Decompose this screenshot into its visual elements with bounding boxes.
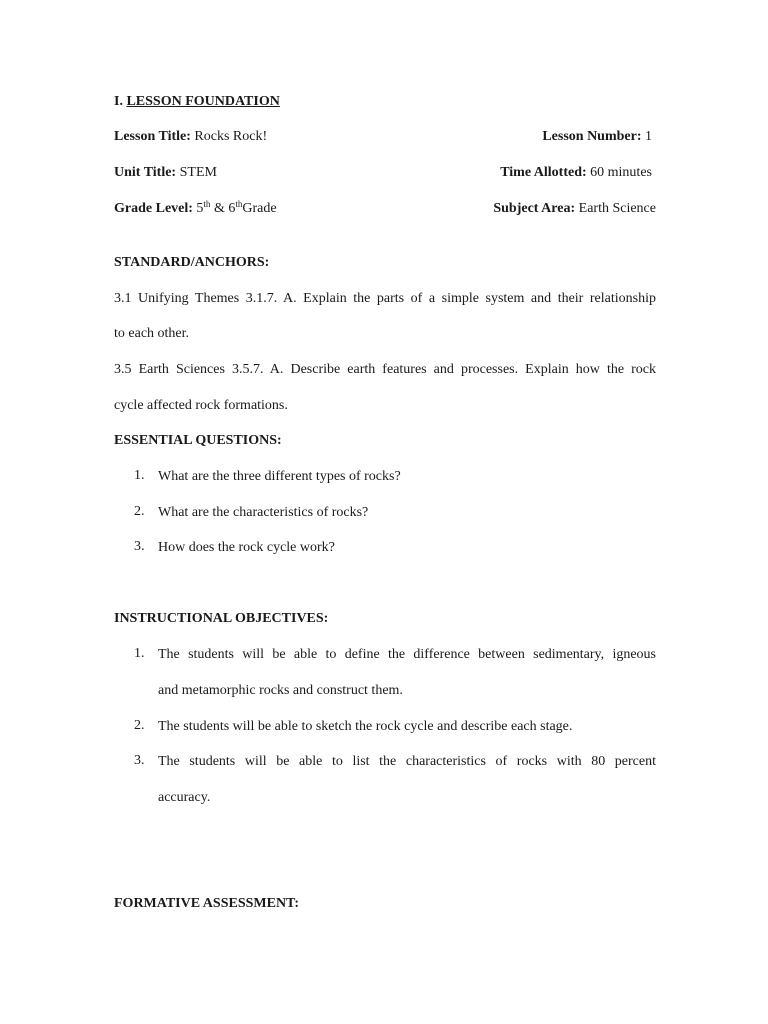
essential-questions-heading: ESSENTIAL QUESTIONS:: [114, 433, 282, 448]
formative-assessment-heading: FORMATIVE ASSESSMENT:: [114, 896, 300, 911]
time-allotted-label: Time Allotted:: [500, 165, 587, 180]
lesson-number-label: Lesson Number:: [542, 129, 642, 144]
list-text-line-2: and metamorphic rocks and construct them.: [158, 683, 403, 698]
grade-a: [196, 201, 210, 216]
objectives-heading: INSTRUCTIONAL OBJECTIVES:: [114, 611, 329, 626]
unit-title-label: Unit Title:: [114, 165, 177, 180]
grade-level-field: [114, 200, 277, 218]
list-text: The students will be able to sketch the rock cycle and describe each stage.: [158, 719, 573, 734]
lesson-title-label: Lesson Title:: [114, 129, 191, 144]
list-number: 1.: [134, 646, 145, 661]
standard-2-line-1: 3.5 Earth Sciences 3.5.7. A. Describe earth features and processes. Explain how the rock: [114, 362, 656, 377]
list-text: How does the rock cycle work?: [158, 540, 335, 555]
grade-b: [228, 201, 242, 216]
list-item: [134, 646, 656, 700]
section-heading: [114, 93, 656, 111]
subject-area-label: Subject Area:: [493, 201, 576, 216]
section-numeral: I.: [114, 94, 123, 109]
time-allotted-value: 60 minutes: [590, 165, 652, 180]
list-number: 3.: [134, 753, 145, 768]
subject-area-value: Earth Science: [578, 201, 656, 216]
standard-1-line-1: 3.1 Unifying Themes 3.1.7. A. Explain the parts of a simple system and their relationship: [114, 291, 656, 306]
unit-title-field: [114, 164, 217, 182]
section-title: LESSON FOUNDATION: [126, 94, 280, 109]
standard-2-line-2: cycle affected rock formations.: [114, 398, 288, 413]
lesson-title-value: Rocks Rock!: [194, 129, 268, 144]
lesson-number-value: 1: [645, 129, 652, 144]
list-number: 3.: [134, 539, 145, 554]
grade-level-label: Grade Level:: [114, 201, 193, 216]
list-number: 2.: [134, 504, 145, 519]
time-allotted-field: [500, 164, 652, 182]
list-text-line-2: accuracy.: [158, 790, 211, 805]
list-text-line-1: The students will be able to define the difference between sedimentary, igneous: [158, 647, 656, 662]
grade-a-number: 5: [196, 201, 204, 216]
lesson-number-field: [542, 128, 652, 146]
unit-title-row: [114, 164, 656, 182]
grade-word: Grade: [242, 201, 277, 216]
grade-ampersand: &: [213, 201, 225, 216]
list-item: [134, 468, 656, 486]
list-text-line-1: The students will be able to list the characteristics of rocks with 80 percent: [158, 754, 656, 769]
list-item: [134, 753, 656, 807]
lesson-title-field: [114, 128, 267, 146]
unit-title-value: STEM: [179, 165, 217, 180]
grade-b-number: 6: [228, 201, 236, 216]
grade-b-suffix: th: [235, 199, 243, 209]
list-text: What are the characteristics of rocks?: [158, 505, 369, 520]
list-number: 2.: [134, 718, 145, 733]
list-item: [134, 539, 656, 557]
grade-a-suffix: th: [203, 199, 211, 209]
lesson-title-row: [114, 128, 656, 146]
standards-heading: STANDARD/ANCHORS:: [114, 255, 270, 270]
grade-level-row: [114, 200, 656, 218]
subject-area-field: [493, 200, 656, 218]
list-item: [134, 718, 656, 736]
list-text: What are the three different types of rocks?: [158, 469, 401, 484]
list-item: [134, 504, 656, 522]
standard-1-line-2: to each other.: [114, 326, 190, 341]
list-number: 1.: [134, 468, 145, 483]
